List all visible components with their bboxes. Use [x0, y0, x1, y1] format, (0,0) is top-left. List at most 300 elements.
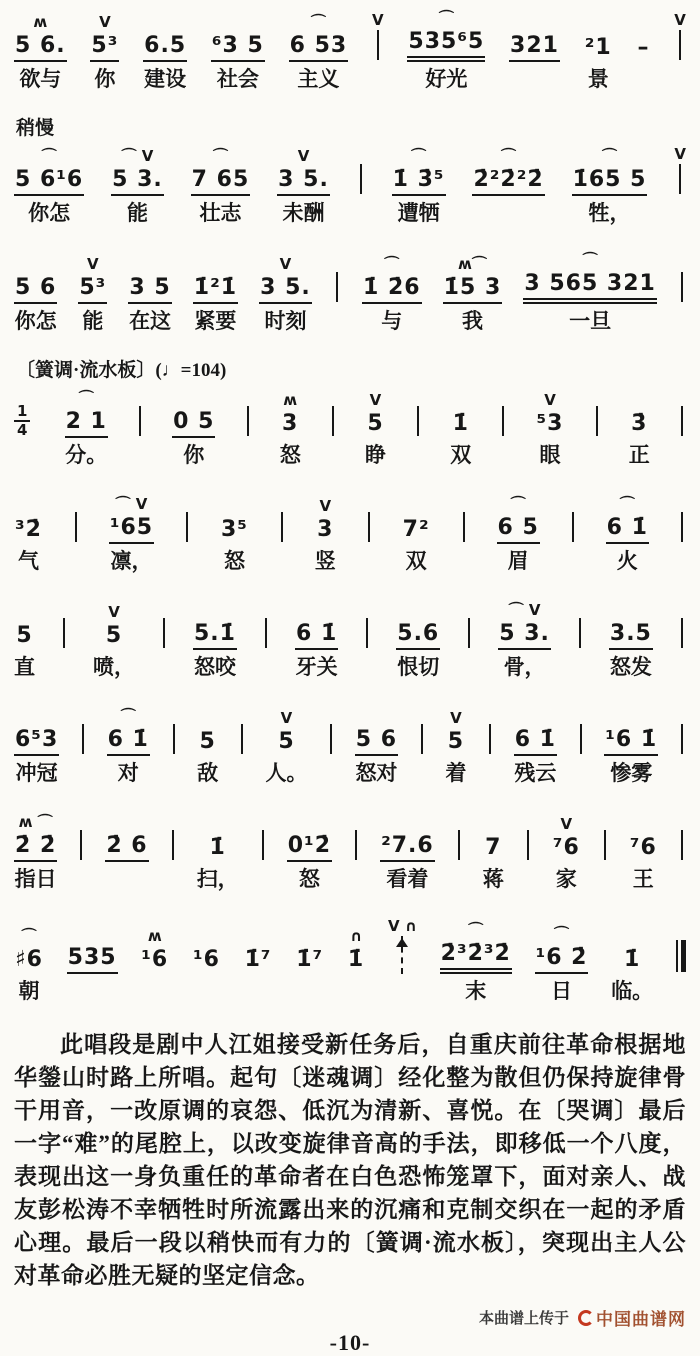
lyric: 眼 — [539, 443, 561, 467]
barline-mark — [247, 406, 249, 436]
barline — [524, 810, 532, 894]
lyric: 双 — [450, 443, 472, 467]
lyric — [676, 62, 684, 94]
barline-mark — [336, 272, 338, 302]
lyric — [678, 544, 686, 576]
notes: 5 — [199, 729, 216, 754]
lyric — [60, 650, 68, 682]
staff-row — [14, 386, 686, 470]
notes: 6 1̇ — [606, 514, 649, 544]
barline-mark — [163, 618, 165, 648]
lyric: 看着 — [386, 867, 429, 891]
score-system — [14, 358, 686, 470]
notes: ¹6 — [141, 947, 169, 972]
staff-row — [14, 250, 686, 336]
note-cell — [315, 496, 336, 576]
barline-mark — [417, 406, 419, 436]
barline-mark — [679, 164, 681, 194]
notes: 5.1̇ — [193, 620, 237, 650]
note-cell — [289, 12, 349, 94]
notes: 2 1 — [65, 408, 108, 438]
ornament-mark: ʍ ⌒ — [18, 813, 53, 831]
note-cell — [450, 390, 471, 470]
note-cell — [128, 254, 171, 336]
notes: ⁶3 5 — [211, 32, 265, 62]
lyric — [365, 544, 373, 576]
note-cell — [611, 926, 653, 1006]
note-cell — [105, 812, 148, 894]
note-cell — [497, 494, 540, 576]
note-cell — [295, 600, 338, 682]
ornament-mark: V — [674, 145, 686, 163]
score-system — [14, 250, 686, 336]
ornament-mark: V — [372, 11, 384, 29]
note-cell — [220, 496, 249, 576]
notes: 3 — [282, 411, 299, 436]
notes: 1̇²1̇ — [193, 274, 238, 304]
lyric: 惨雾 — [610, 761, 653, 785]
lyric: 直 — [14, 655, 35, 679]
score-system — [14, 8, 686, 94]
score-system — [14, 116, 686, 228]
ornament-mark: V — [87, 255, 99, 273]
barline-mark — [681, 406, 683, 436]
barline-mark — [681, 272, 683, 302]
lyric: 你怎 — [14, 309, 57, 333]
lyric — [460, 544, 468, 576]
barline-mark — [377, 30, 379, 60]
note-cell — [629, 814, 658, 894]
note-cell — [14, 12, 67, 94]
lyric — [352, 862, 360, 894]
lyric: 指日 — [14, 867, 57, 891]
lyric — [531, 62, 539, 94]
notes: 3 5 — [128, 274, 171, 304]
barline-mark — [173, 724, 175, 754]
ornament-mark: V — [280, 709, 293, 727]
ornament-mark: ⌒ V — [121, 147, 154, 165]
barline-mark — [596, 406, 598, 436]
ornament-mark: V — [99, 13, 111, 31]
note-cell — [78, 254, 107, 336]
lyric: 凛， — [110, 549, 153, 573]
barline — [169, 810, 177, 894]
barline-mark — [241, 724, 243, 754]
notes: 2̇ 2̇ — [14, 832, 57, 862]
lyric: 能 — [126, 201, 148, 225]
note-cell — [295, 926, 324, 1006]
notes: – — [637, 35, 650, 60]
note-cell — [287, 812, 332, 894]
notes: 5 6 — [355, 726, 398, 756]
note-cell — [197, 708, 218, 788]
notes: 3.5 — [609, 620, 653, 650]
barline-mark — [368, 512, 370, 542]
lyric: 欲与 — [19, 67, 62, 91]
lyric: 怒 — [298, 867, 320, 891]
lyric — [183, 544, 191, 576]
lyric — [363, 650, 371, 682]
watermark — [479, 1305, 686, 1330]
lyric: 你怎 — [28, 201, 71, 225]
lyric: 家 — [555, 867, 577, 891]
lyric: 临。 — [611, 979, 654, 1003]
score-system — [14, 492, 686, 576]
lyric: 你 — [183, 443, 205, 467]
notes: 3 565 321 — [523, 270, 656, 304]
lyric: 蒋 — [482, 867, 504, 891]
barline-mark — [468, 618, 470, 648]
barline-mark — [186, 512, 188, 542]
ornament-mark: ∩ — [349, 927, 363, 945]
barline — [60, 598, 68, 682]
lyric — [77, 862, 85, 894]
note-cell — [535, 924, 589, 1006]
notes: 6 5 — [497, 514, 540, 544]
notes: 5 6 — [14, 274, 57, 304]
lyric: 在这 — [129, 309, 172, 333]
lyric: 社会 — [216, 67, 259, 91]
notes: ²1 — [584, 35, 612, 60]
ornament-mark: ⌒ — [21, 927, 37, 945]
ornament-mark: V — [369, 391, 382, 409]
site-name: 中国曲谱网 — [596, 1310, 686, 1329]
lyric — [640, 62, 648, 94]
lyric — [357, 196, 365, 228]
note-cell — [498, 600, 551, 682]
lyric — [333, 304, 341, 336]
notes: 3 5. — [277, 166, 330, 196]
note-cell — [609, 600, 653, 682]
note-cell — [109, 494, 154, 576]
lyric — [259, 862, 267, 894]
barline — [414, 386, 422, 470]
lyric — [455, 862, 463, 894]
lyric — [262, 650, 270, 682]
barline — [465, 598, 473, 682]
notes: 1̇ — [209, 835, 226, 860]
lyric: 敌 — [197, 761, 219, 785]
notes: 6 1̇ — [514, 726, 557, 756]
barline — [569, 492, 577, 576]
barline-mark — [421, 724, 423, 754]
lyric — [151, 974, 159, 1006]
lyric — [202, 974, 210, 1006]
barline — [678, 386, 686, 470]
final-barline — [676, 940, 686, 972]
lyric: 壮志 — [199, 201, 242, 225]
lyric — [169, 862, 177, 894]
lyric — [123, 862, 131, 894]
barline — [499, 386, 507, 470]
lyric — [593, 438, 601, 470]
ornament-mark: ⌒ — [212, 147, 228, 165]
lyric — [499, 438, 507, 470]
note-cell — [193, 600, 237, 682]
barline-mark — [681, 618, 683, 648]
note-cell — [443, 254, 503, 336]
note-cell — [277, 146, 330, 228]
note-cell — [93, 602, 135, 682]
ornament-mark: V — [450, 709, 462, 727]
site-logo-icon — [578, 1310, 594, 1326]
lyric: 骨， — [503, 655, 546, 679]
notes: 535 — [67, 944, 118, 974]
lyric — [576, 650, 584, 682]
barline — [601, 810, 609, 894]
notes: ⁷6 — [552, 835, 580, 860]
lyric: 怒发 — [609, 655, 652, 679]
lyric — [678, 438, 686, 470]
lyric: 竖 — [314, 549, 336, 573]
lyric — [88, 974, 96, 1006]
ornament-mark: V — [674, 11, 686, 29]
note-cell — [197, 814, 239, 894]
lyric — [465, 650, 473, 682]
lyric: 双 — [405, 549, 427, 573]
lyric — [170, 756, 178, 788]
notes: 5 3. — [111, 166, 164, 196]
barline-mark — [75, 512, 77, 542]
lyric — [278, 544, 286, 576]
barline — [329, 386, 337, 470]
note-cell — [14, 254, 57, 336]
barline-mark — [80, 830, 82, 860]
staff-row — [14, 144, 686, 228]
barline — [372, 10, 384, 94]
notes: 535⁶5 — [407, 28, 485, 62]
note-cell — [362, 254, 422, 336]
time-signature — [14, 404, 30, 438]
lyric: 能 — [82, 309, 104, 333]
lyric — [327, 756, 335, 788]
notes: 1̇ — [624, 947, 641, 972]
score-system — [14, 598, 686, 682]
notes: 6 1̇ — [295, 620, 338, 650]
lyric: 一旦 — [569, 309, 612, 333]
note-cell — [552, 814, 581, 894]
barline — [460, 492, 468, 576]
lyric — [72, 544, 80, 576]
lyric: 时刻 — [264, 309, 307, 333]
ornament-mark: ⌒ — [120, 707, 136, 725]
lyric: 火 — [616, 549, 638, 573]
notes: 1̇ 3̇⁵ — [392, 166, 446, 196]
barline — [455, 810, 463, 894]
lyric: 怒对 — [355, 761, 398, 785]
lyric — [238, 756, 246, 788]
note-cell — [584, 14, 613, 94]
notes: 5³ — [78, 274, 107, 304]
barline-mark — [262, 830, 264, 860]
note-cell — [637, 14, 651, 94]
notes: 1̇⁷ — [296, 947, 324, 972]
notes: 0¹2̇ — [287, 832, 332, 862]
ornament-mark: V — [544, 391, 556, 409]
notes: 5³ — [90, 32, 119, 62]
lyric: 遭牺 — [397, 201, 440, 225]
barline-mark — [527, 830, 529, 860]
note-cell — [140, 926, 169, 1006]
music-score — [14, 8, 686, 1006]
note-cell — [347, 926, 365, 1006]
barline — [160, 598, 168, 682]
lyric: 扫， — [196, 867, 239, 891]
barline — [327, 704, 335, 788]
lyric: 景 — [587, 67, 609, 91]
barline — [352, 810, 360, 894]
staff-row — [14, 8, 686, 94]
notes: 1̇65 5 — [572, 166, 648, 196]
note-cell — [514, 706, 557, 788]
ornament-mark: V — [319, 497, 332, 515]
notes: ⁵3 — [536, 411, 564, 436]
barline-mark — [604, 830, 606, 860]
note-cell — [259, 254, 312, 336]
note-cell — [191, 146, 251, 228]
notes: 0 5 — [172, 408, 215, 438]
lyric: 正 — [628, 443, 650, 467]
ornament-mark: ʍ — [147, 927, 162, 945]
lyric: 我 — [461, 309, 483, 333]
ornament-mark: ⌒ — [510, 495, 526, 513]
note-cell — [172, 388, 215, 470]
lyric: 睁 — [364, 443, 386, 467]
notes: ¹6 — [192, 947, 220, 972]
staff-row — [14, 916, 686, 1006]
notes: 3 5. — [259, 274, 312, 304]
notes: 5 — [105, 623, 123, 648]
barline — [363, 598, 371, 682]
ornament-mark: ⌒ — [438, 9, 454, 27]
barline — [674, 10, 686, 94]
note-cell — [509, 12, 560, 94]
staff-row — [14, 704, 686, 788]
notes: 6.5 — [143, 32, 187, 62]
barline — [72, 492, 80, 576]
up-arrow-icon — [401, 936, 403, 974]
lyric: 建设 — [144, 67, 187, 91]
notes: ⁷6 — [629, 835, 657, 860]
ornament-mark: V — [297, 147, 310, 165]
barline-mark — [139, 406, 141, 436]
ornament-mark: V ∩ — [387, 917, 417, 935]
note-cell — [483, 814, 504, 894]
barline-mark — [63, 618, 65, 648]
ornament-mark: V — [108, 603, 120, 621]
staff-row — [14, 598, 686, 682]
lyric: 冲冠 — [15, 761, 58, 785]
barline — [678, 704, 686, 788]
lyric — [486, 756, 494, 788]
barline — [357, 144, 365, 228]
watermark-prefix: 本曲谱上传于 — [478, 1311, 569, 1327]
barline — [678, 252, 686, 336]
lyric: 眉 — [507, 549, 529, 573]
note-cell — [14, 496, 43, 576]
lyric — [254, 974, 262, 1006]
note-cell — [440, 920, 512, 1006]
notes: ¹65 — [109, 514, 154, 544]
lyric: 日 — [551, 979, 573, 1003]
barline-mark — [172, 830, 174, 860]
lyric: 末 — [465, 979, 487, 1003]
score-system — [14, 810, 686, 894]
notes: ³2̇ — [15, 517, 42, 542]
lyric: 牙关 — [295, 655, 338, 679]
barline-mark — [458, 830, 460, 860]
ornament-mark: ⌒ — [602, 147, 618, 165]
barline-mark — [681, 512, 683, 542]
lyric: 你 — [94, 67, 116, 91]
barline-mark — [580, 724, 582, 754]
note-cell — [604, 706, 658, 788]
lyric — [414, 438, 422, 470]
barline-mark — [360, 164, 362, 194]
notes: 6⁵3 — [14, 726, 59, 756]
lyric: 朝 — [18, 979, 40, 1003]
note-cell — [14, 706, 59, 788]
note-cell — [445, 708, 466, 788]
commentary-paragraph: 此唱段是剧中人江姐接受新任务后，自重庆前往革命根据地华鎣山时路上所唱。起句〔迷魂调〕经化整为散但仍保持旋律骨干用音，一改原调的哀怨、低沉为清新、喜悦。在〔哭调〕最后一字“难”的尾腔上，以改变旋律音高的手法，即移低一个八度，表现出这一身负重任的革命者在白色恐怖笼罩下，面对亲人、战友彭松涛不幸牺牲时所流露出来的沉痛和克制交织在一起的矛盾心理。最后一段以稍快而有力的〔簧调·流水板〕，突现出主人公对革命必胜无疑的坚定信念。 — [14, 1032, 686, 1288]
time-signature-denominator: 4 — [17, 421, 28, 439]
notes: 5 6¹6 — [14, 166, 84, 196]
note-cell — [472, 146, 544, 228]
note-cell — [14, 926, 44, 1006]
barline-mark — [572, 512, 574, 542]
lyric: 好光 — [425, 67, 468, 91]
lyric: 残云 — [514, 761, 557, 785]
note-cell — [388, 916, 417, 1006]
barline-mark — [366, 618, 368, 648]
note-cell — [280, 390, 301, 470]
staff-row — [14, 810, 686, 894]
notes: 5 — [447, 729, 465, 754]
lyric — [160, 650, 168, 682]
barline-mark — [281, 512, 283, 542]
barline — [674, 144, 686, 228]
note-cell — [67, 924, 118, 1006]
note-cell — [407, 8, 485, 94]
note-cell — [380, 812, 435, 894]
barline-mark — [82, 724, 84, 754]
lyric: 对 — [117, 761, 139, 785]
note-cell — [143, 12, 187, 94]
barline — [678, 598, 686, 682]
note-cell — [111, 146, 164, 228]
notes: ¹6 1̇ — [604, 726, 658, 756]
barline — [170, 704, 178, 788]
barline — [593, 386, 601, 470]
lyric — [329, 438, 337, 470]
barline-mark — [332, 406, 334, 436]
lyric — [678, 304, 686, 336]
notes: ¹6 2̇ — [535, 944, 589, 974]
notes: 2̇³2̇³2̇ — [440, 940, 512, 974]
lyric: 着 — [445, 761, 467, 785]
lyric: 喷， — [93, 655, 135, 679]
lyric — [601, 862, 609, 894]
note-cell — [396, 600, 440, 682]
note-cell — [65, 388, 108, 470]
barline-mark — [579, 618, 581, 648]
notes: 3⁵ — [220, 517, 248, 542]
lyric — [677, 974, 685, 1006]
barline-mark — [265, 618, 267, 648]
note-cell — [523, 250, 656, 336]
barline — [262, 598, 270, 682]
lyric: 牲， — [588, 201, 631, 225]
